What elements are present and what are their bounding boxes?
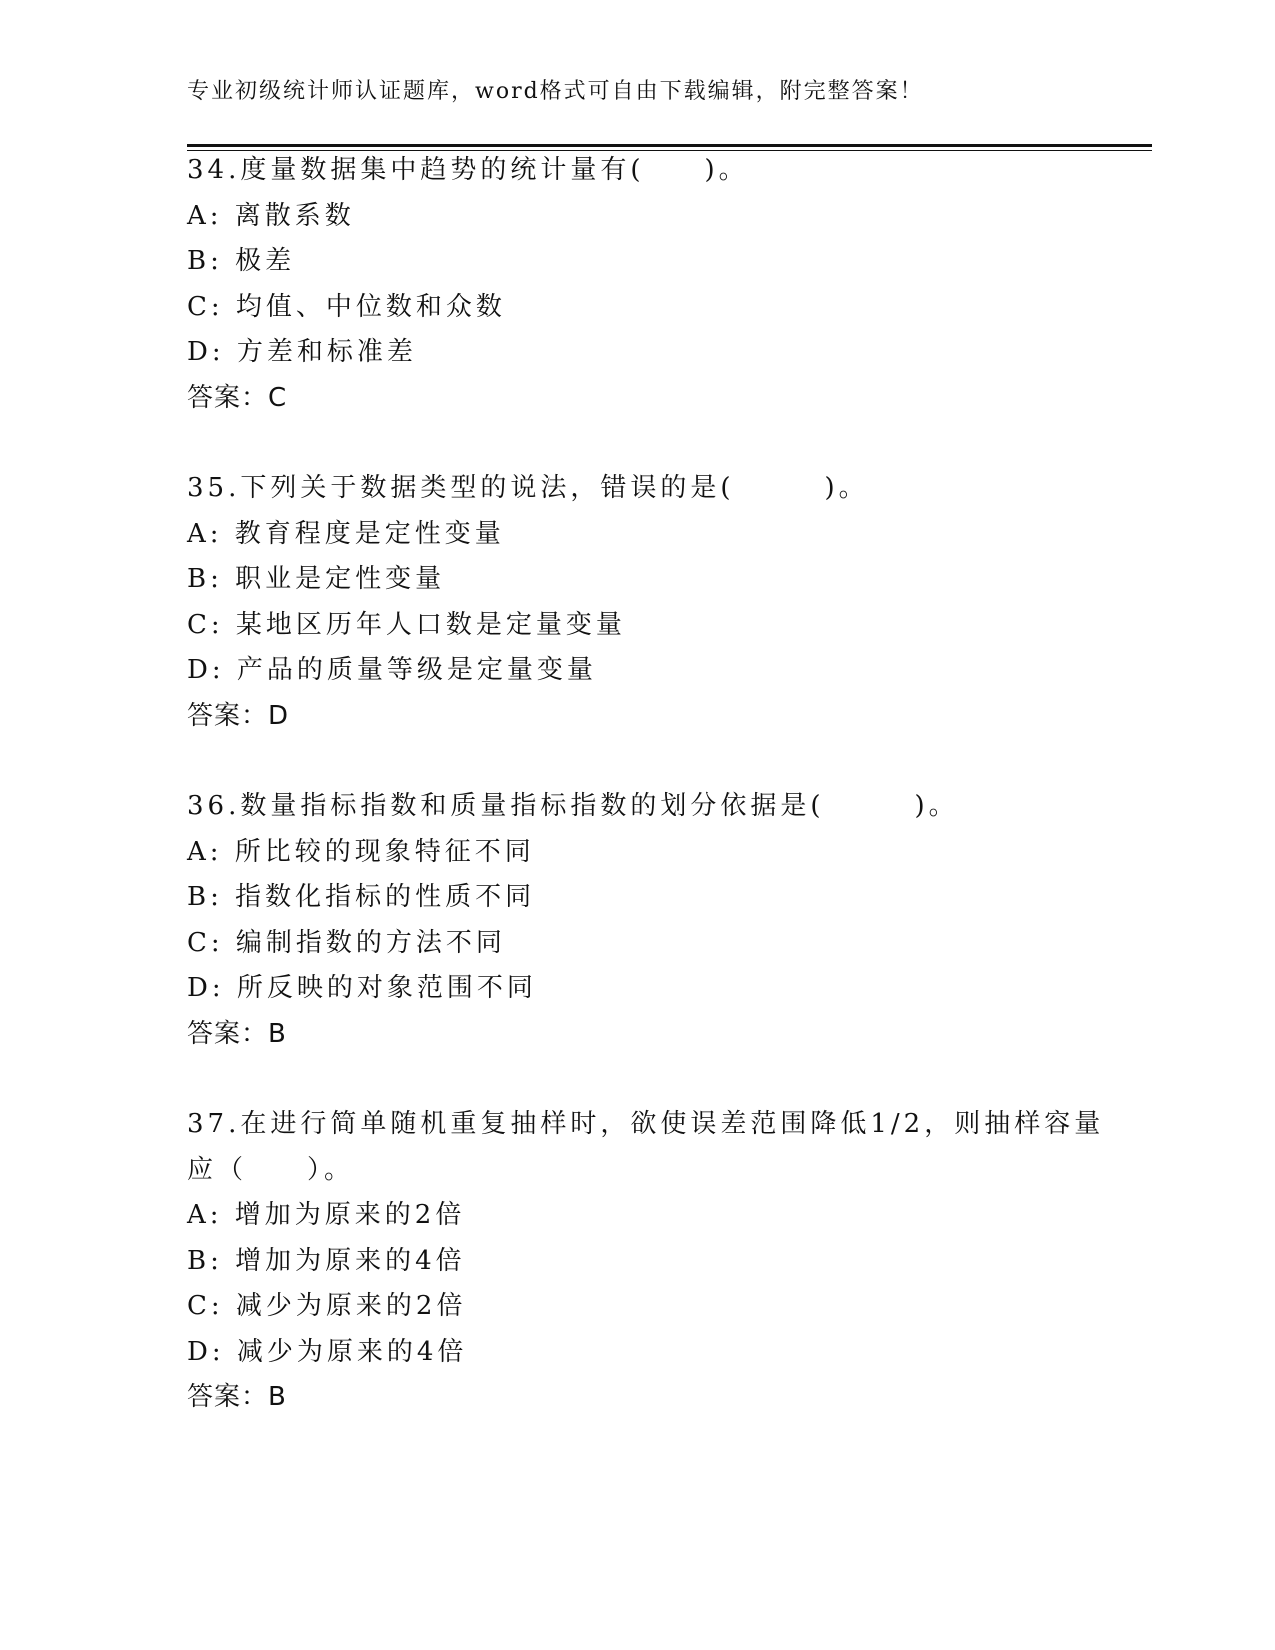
answer: 答案：D <box>187 700 290 731</box>
option-b: B: 职业是定性变量 <box>187 564 446 594</box>
question-34 <box>187 148 1067 421</box>
question-35 <box>187 466 1067 739</box>
option-a: A: 教育程度是定性变量 <box>187 518 505 549</box>
option-c: C: 均值、中位数和众数 <box>187 291 506 322</box>
option-d: D: 减少为原来的4倍 <box>187 1336 468 1367</box>
question-stem: 34.度量数据集中趋势的统计量有( )。 <box>187 155 749 185</box>
option-d: D: 所反映的对象范围不同 <box>187 973 537 1003</box>
question-stem: 35.下列关于数据类型的说法，错误的是( )。 <box>187 473 869 503</box>
question-stem: 36.数量指标指数和质量指标指数的划分依据是( )。 <box>187 791 959 821</box>
question-37 <box>187 1102 1105 1421</box>
option-a: A: 增加为原来的2倍 <box>187 1200 466 1230</box>
option-c: C: 编制指数的方法不同 <box>187 927 506 958</box>
answer: 答案：B <box>187 1018 287 1049</box>
option-d: D: 方差和标准差 <box>187 337 417 367</box>
answer: 答案：C <box>187 382 288 413</box>
option-a: A: 离散系数 <box>187 200 355 231</box>
option-c: C: 某地区历年人口数是定量变量 <box>187 609 626 640</box>
question-36 <box>187 784 1067 1057</box>
option-c: C: 减少为原来的2倍 <box>187 1291 467 1321</box>
question-stem: 37.在进行简单随机重复抽样时，欲使误差范围降低1/2，则抽样容量 <box>187 1109 1105 1139</box>
page-header: 专业初级统计师认证题库，word格式可自由下载编辑，附完整答案！ <box>187 79 924 104</box>
option-b: B: 极差 <box>187 246 296 276</box>
option-d: D: 产品的质量等级是定量变量 <box>187 655 597 685</box>
option-b: B: 指数化指标的性质不同 <box>187 882 536 912</box>
header-divider-thick <box>187 144 1152 147</box>
question-stem-continued: 应（ ）。 <box>187 1154 355 1185</box>
option-a: A: 所比较的现象特征不同 <box>187 836 535 867</box>
option-b: B: 增加为原来的4倍 <box>187 1245 466 1276</box>
answer: 答案：B <box>187 1382 287 1412</box>
